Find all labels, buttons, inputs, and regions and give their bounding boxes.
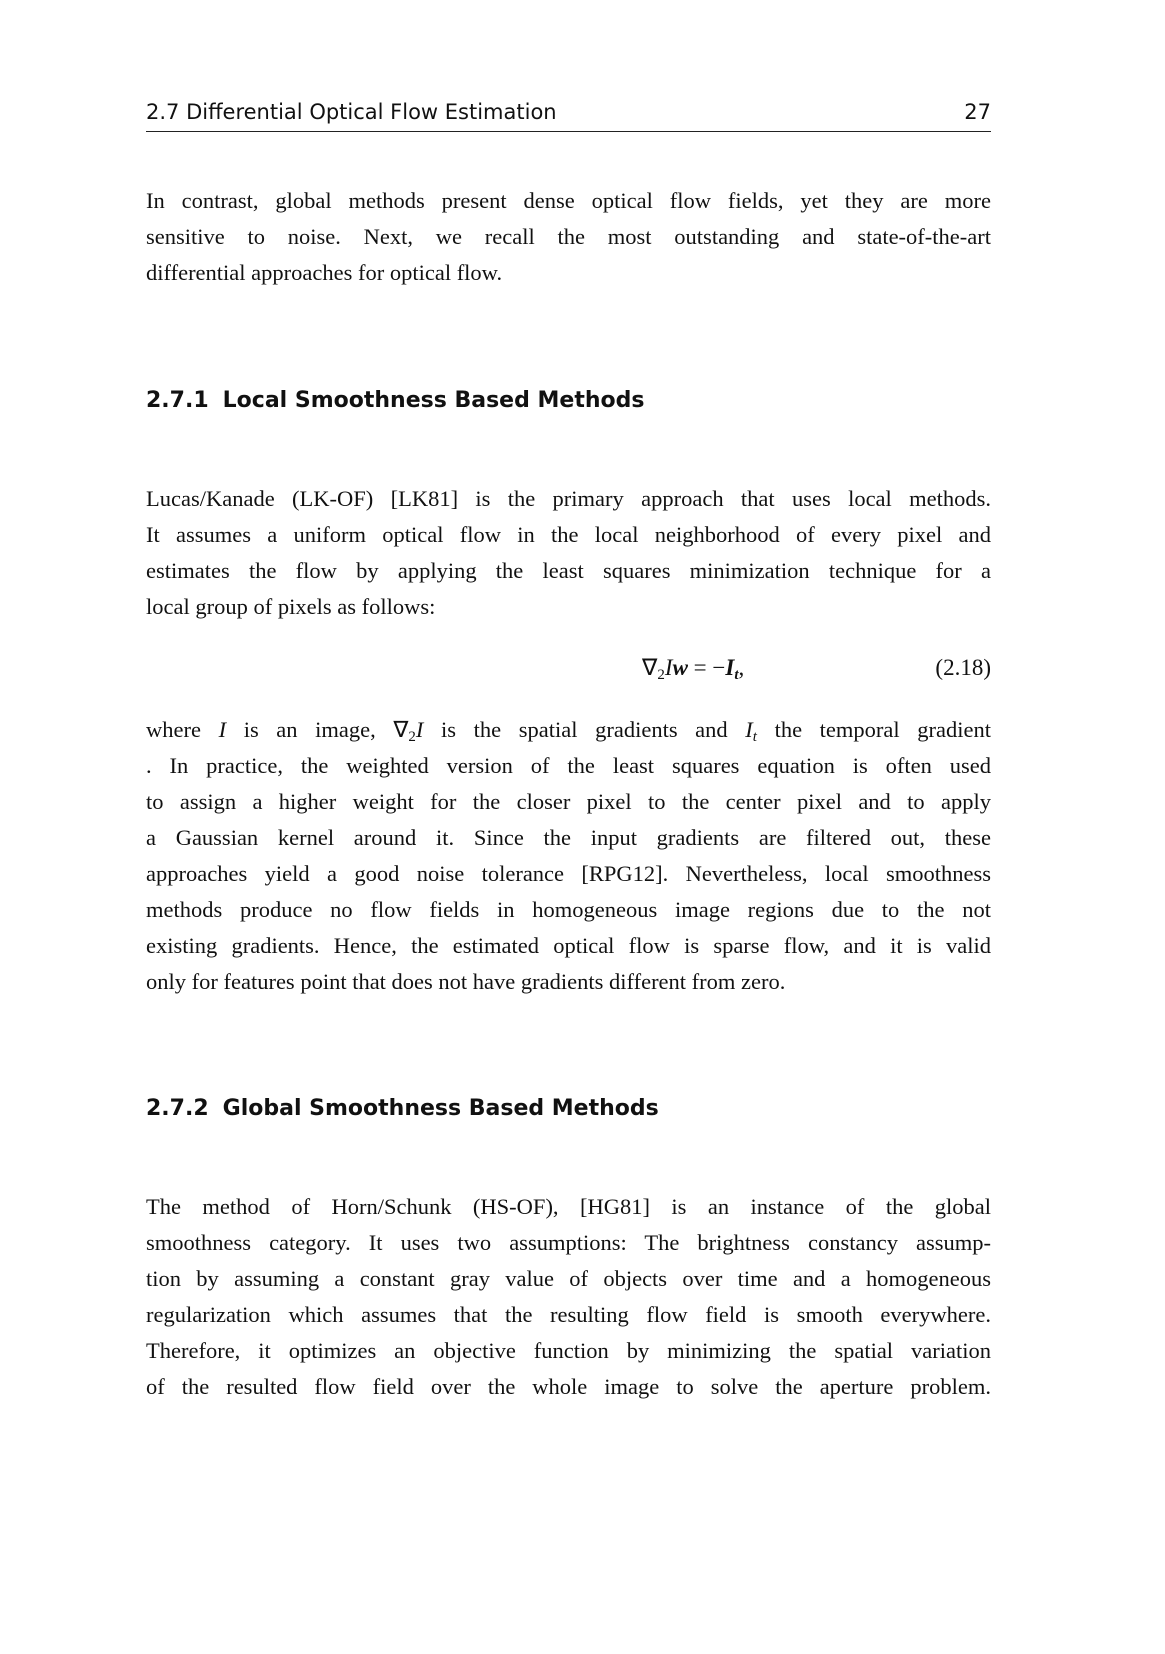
text-line: The method of Horn/Schunk (HS-OF), [HG81] is an instance of the global bbox=[146, 1194, 991, 1219]
text-line: of the resulted flow field over the whole image to solve the aperture problem. bbox=[146, 1374, 991, 1399]
text-line: sensitive to noise. Next, we recall the most outstanding and state-of-the-art bbox=[146, 224, 991, 249]
text-line: estimates the flow by applying the least squares minimization technique for a bbox=[146, 558, 991, 583]
section-title: Local Smoothness Based Methods bbox=[222, 388, 645, 413]
section-number: 2.7.2 bbox=[146, 1096, 209, 1121]
page-number: 27 bbox=[964, 100, 991, 124]
text-line: approaches yield a good noise tolerance [RPG12]. Nevertheless, local smoothness bbox=[146, 861, 991, 886]
text-line: methods produce no flow fields in homogeneous image regions due to the not bbox=[146, 897, 991, 922]
section-heading-2-7-1 bbox=[146, 386, 644, 416]
paragraph-horn-schunk bbox=[146, 1189, 991, 1405]
equation-number: (2.18) bbox=[935, 655, 991, 680]
section-title: Global Smoothness Based Methods bbox=[222, 1096, 659, 1121]
text-line: smoothness category. It uses two assumptions: The brightness constancy assump- bbox=[146, 1230, 991, 1255]
text-line: It assumes a uniform optical flow in the local neighborhood of every pixel and bbox=[146, 522, 991, 547]
text-line: local group of pixels as follows: bbox=[146, 594, 436, 619]
text-line: existing gradients. Hence, the estimated optical flow is sparse flow, and it is valid bbox=[146, 933, 991, 958]
running-header-title: 2.7 Differential Optical Flow Estimation bbox=[146, 100, 557, 124]
text-line: tion by assuming a constant gray value of objects over time and a homogeneous bbox=[146, 1266, 991, 1291]
equation-2-18 bbox=[146, 650, 991, 686]
text-line: regularization which assumes that the resulting flow field is smooth everywhere. bbox=[146, 1302, 991, 1327]
paragraph-lucas-kanade bbox=[146, 481, 991, 625]
text-line: differential approaches for optical flow. bbox=[146, 260, 503, 285]
text-line: In contrast, global methods present dense optical flow fields, yet they are more bbox=[146, 188, 991, 213]
text-line: Lucas/Kanade (LK-OF) [LK81] is the primary approach that uses local methods. bbox=[146, 486, 991, 511]
paragraph-lk-details bbox=[146, 712, 991, 1000]
text-line: a Gaussian kernel around it. Since the input gradients are filtered out, these bbox=[146, 825, 991, 850]
equation-body: $\nabla_2Iw = -I_t$, bbox=[642, 655, 745, 683]
text-line: . In practice, the weighted version of the least squares equation is often used bbox=[146, 753, 991, 778]
section-heading-2-7-2 bbox=[146, 1094, 659, 1124]
text-line: Therefore, it optimizes an objective function by minimizing the spatial variation bbox=[146, 1338, 991, 1363]
text-line: to assign a higher weight for the closer pixel to the center pixel and to apply bbox=[146, 789, 991, 814]
paragraph-intro bbox=[146, 183, 991, 291]
section-number: 2.7.1 bbox=[146, 388, 209, 413]
header-rule bbox=[146, 131, 991, 132]
text-line: only for features point that does not have gradients different from zero. bbox=[146, 969, 786, 994]
text-line: where I is an image, $\nabla_2I$ is the spatial gradients and $I_t$ the temporal gradient bbox=[146, 717, 991, 745]
